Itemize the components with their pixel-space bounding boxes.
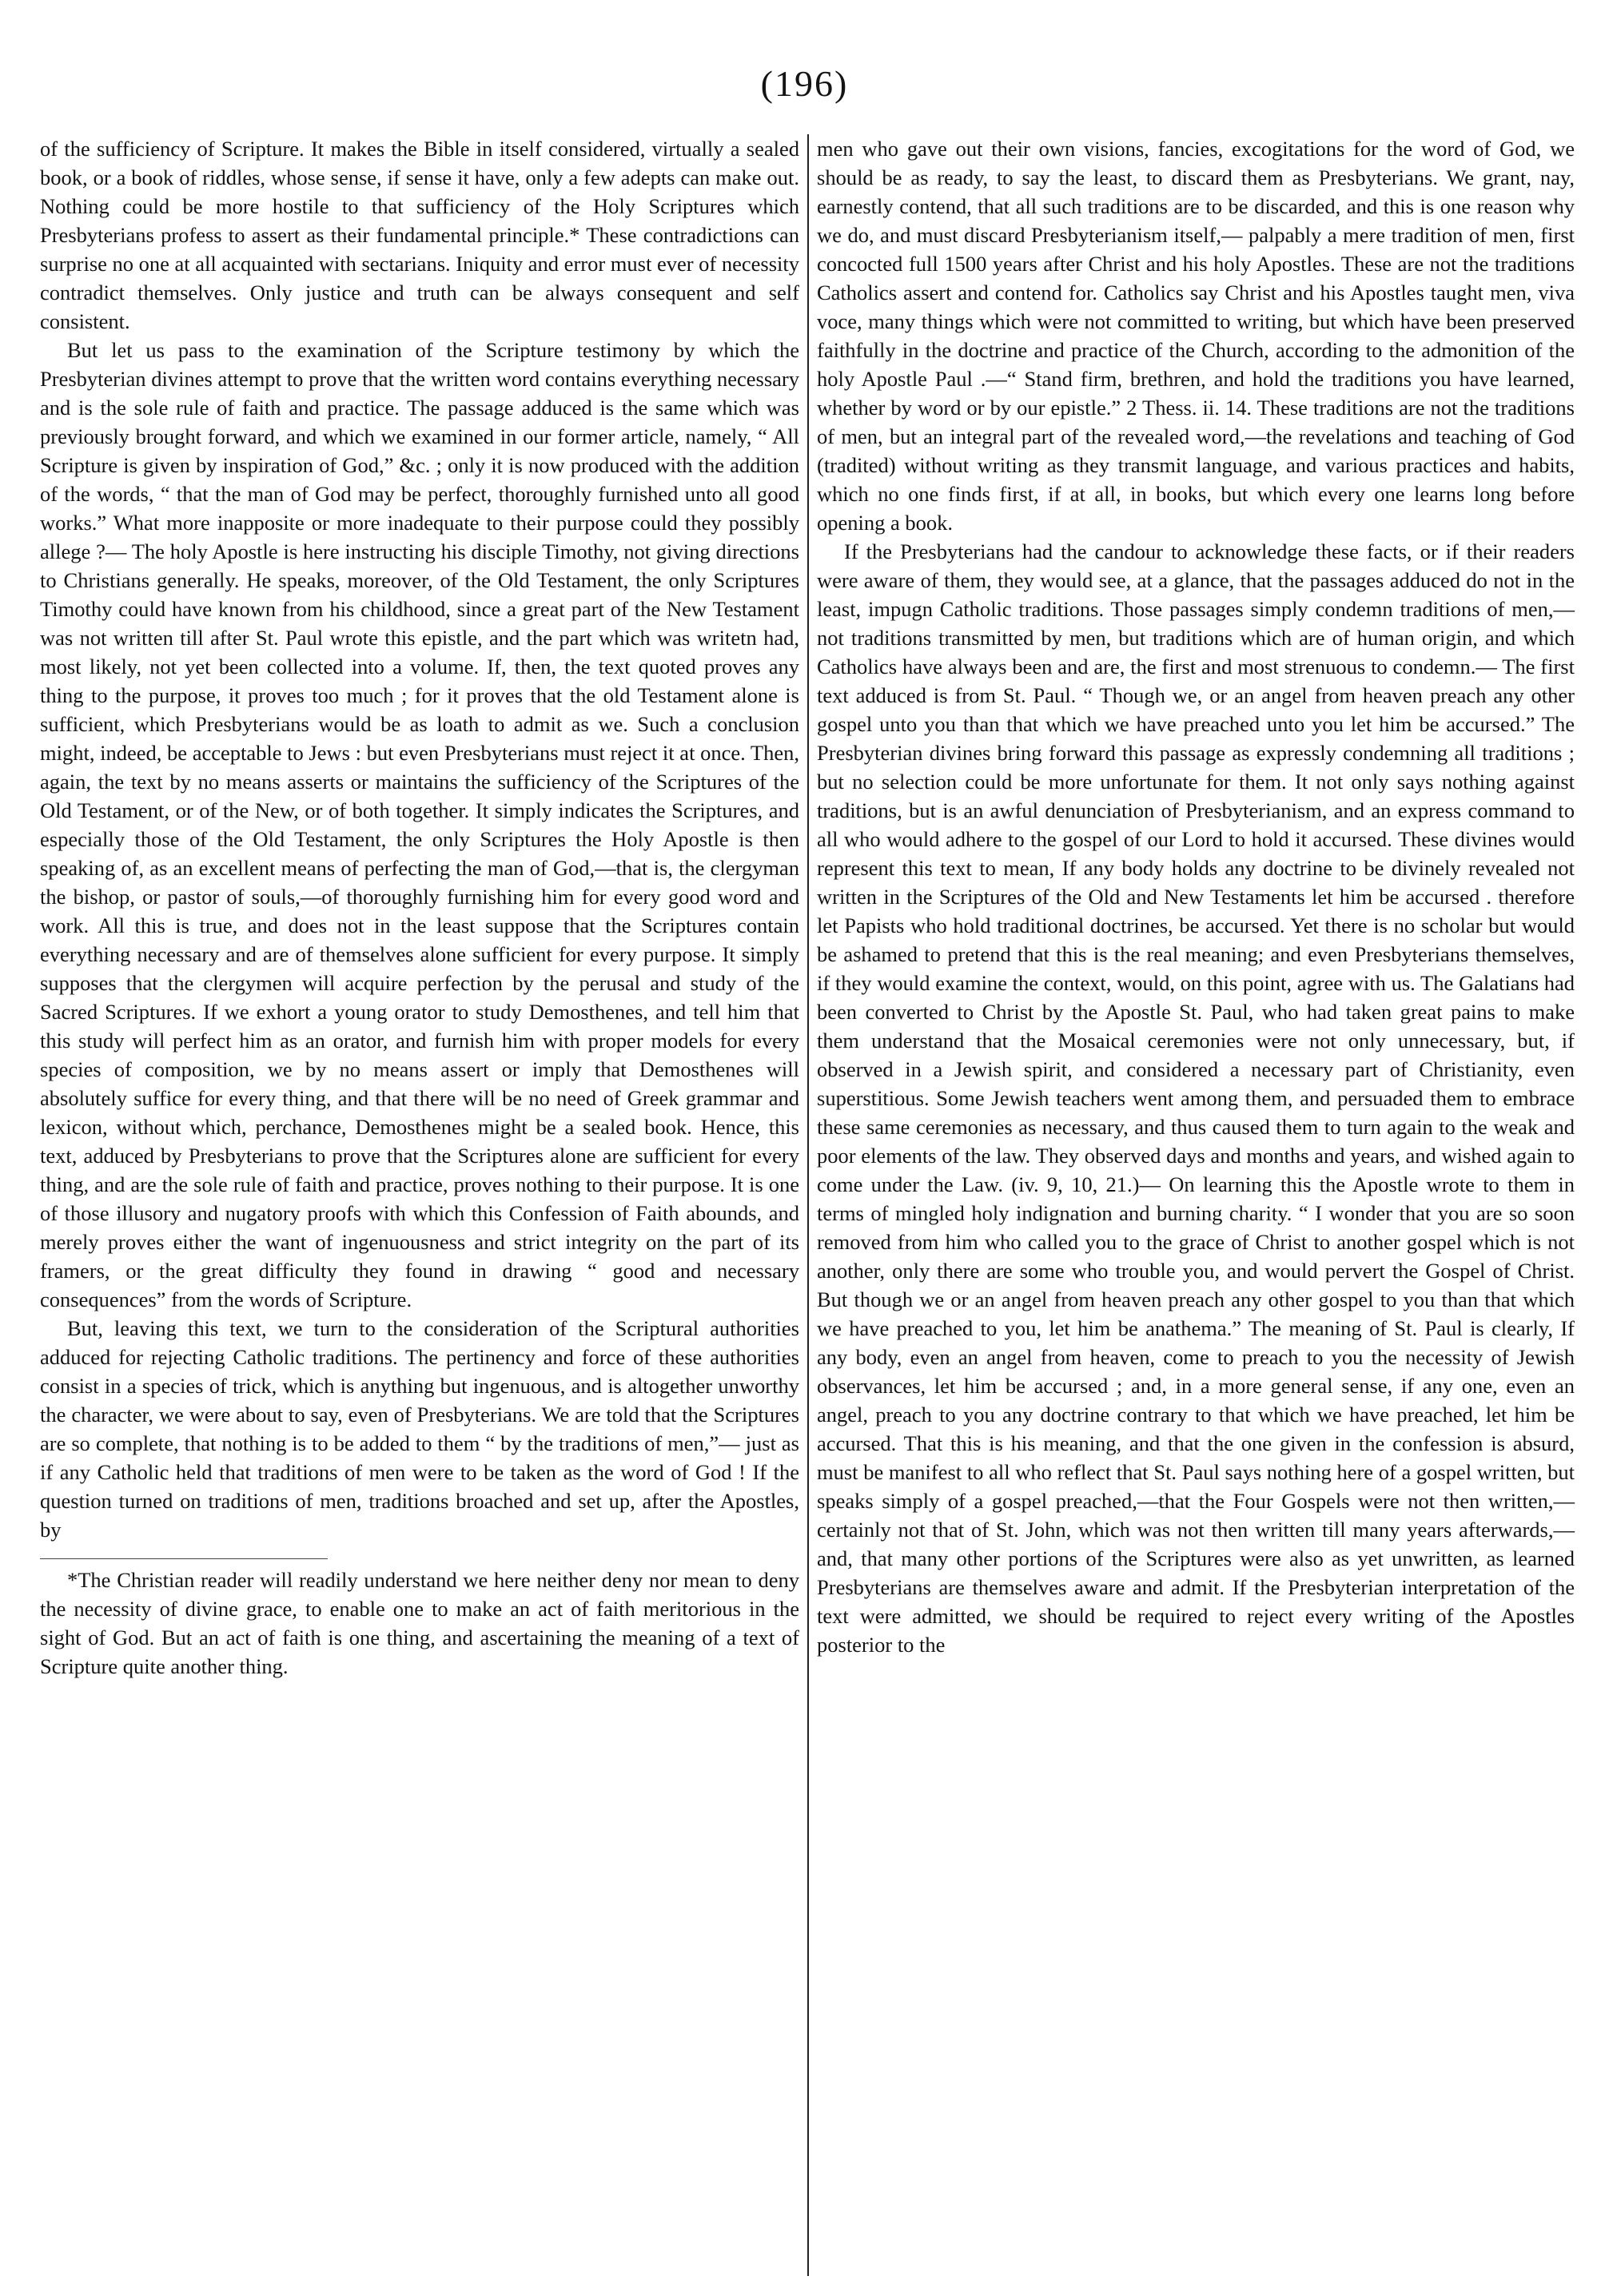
page-number: (196) [760, 63, 849, 104]
right-column [817, 134, 1575, 1659]
left-column [40, 134, 799, 1681]
left-paragraph-1: of the sufficiency of Scripture. It makes the Bible in itself considered, virtually a sealed book, or a book of riddles, whose sense, if sense it have, only a few adepts can make out. Nothing could be more hostile to that sufficiency of the Holy Scriptures which Presbyterians profess to assert as their fundamental principle.* These contradictions can surprise no one at all acquainted with sectarians. Iniquity and error must ever of necessity contradict themselves. Only justice and truth can be always consequent and self consistent. [40, 137, 800, 333]
right-paragraph-1: men who gave out their own visions, fancies, excogitations for the word of God, we should be as ready, to say the least, to discard them as Presbyterians. We grant, nay, earnestly contend, that all such traditions are to be discarded, and this is one reason why we do, and must discard Presbyterianism itself,— palpably a mere tradition of men, first concocted full 1500 years after Christ and his holy Apostles. These are not the traditions Catholics assert and contend for. Catholics say Christ and his Apostles taught men, viva voce, many things which were not committed to writing, but which have been preserved faithfully in the doctrine and practice of the Church, according to the admonition of the holy Apostle Paul .—“ Stand firm, brethren, and hold the traditions you have learned, whether by word or by our epistle.” 2 Thess. ii. 14. These traditions are not the traditions of men, but an integral part of the revealed word,—the revelations and teaching of God (tradited) without writing as they transmit language, and various practices and habits, which no one finds first, if at all, in books, but which every one learns long before opening a book. [817, 137, 1575, 535]
footnote: *The Christian reader will readily understand we here neither deny nor mean to deny the necessity of divine grace, to enable one to make an act of faith meritorious in the sight of God. But an act of faith is one thing, and ascertaining the meaning of a text of Scripture quite another thing. [40, 1568, 799, 1678]
right-paragraph-2: If the Presbyterians had the candour to acknowledge these facts, or if their readers were aware of them, they would see, at a glance, that the passages adduced do not in the least, impugn Catholic traditions. Those passages simply condemn traditions of men,—not traditions transmitted by men, but traditions which are of human origin, and which Catholics have always been and are, the first and most strenuous to condemn.— The first text adduced is from St. Paul. “ Though we, or an angel from heaven preach any other gospel unto you than that which we have preached unto you let him be accursed.” The Presbyterian divines bring forward this passage as expressly condemning all traditions ; but no selection could be more unfortunate for them. It not only says nothing against traditions, but is an awful denunciation of Presbyterianism, and an express command to all who would adhere to the gospel of our Lord to hold it accursed. These divines would represent this text to mean, If any body holds any doctrine to be divinely revealed not written in the Scriptures of the Old and New Testaments let him be accursed . therefore let Papists who hold traditional doctrines, be accursed. Yet there is no scholar but would be ashamed to pretend that this is the real meaning; and even Presbyterians themselves, if they would examine the context, would, on this point, agree with us. The Galatians had been converted to Christ by the Apostle St. Paul, who had taken great pains to make them understand that the Mosaical ceremonies were not only unnecessary, but, if observed in a Jewish spirit, and considered a necessary part of Christianity, even superstitious. Some Jewish teachers went among them, and persuaded them to embrace these same ceremonies as necessary, and thus caused them to turn again to the weak and poor elements of the law. They observed days and months and years, and wished again to come under the Law. (iv. 9, 10, 21.)— On learning this the Apostle wrote to them in terms of mingled holy indignation and burning charity. “ I wonder that you are so soon removed from him who called you to the grace of Christ to another gospel which is not another, only there are some who trouble you, and would pervert the Gospel of Christ. But though we or an angel from heaven preach any other gospel to you than that which we have preached to you, let him be anathema.” The meaning of St. Paul is clearly, If any body, even an angel from heaven, come to preach to you the necessity of Jewish observances, let him be accursed ; and, in a more general sense, if any one, even an angel, preach to you any doctrine contrary to that which we have preached, let him be accursed. That this is his meaning, and that the one given in the confession is absurd, must be manifest to all who reflect that St. Paul says nothing here of a gospel written, but speaks simply of a gospel preached,—that the Four Gospels were not then written,—certainly not that of St. John, which was not then written till many years afterwards,—and, that many other portions of the Scriptures were also as yet unwritten, as learned Presbyterians are themselves aware and admit. If the Presbyterian interpretation of the text were admitted, we should be required to reject every writing of the Apostles posterior to the [817, 539, 1575, 1657]
footnote-separator [40, 1558, 328, 1559]
left-paragraph-3: But, leaving this text, we turn to the consideration of the Scriptural authorities adduced for rejecting Catholic traditions. The pertinency and force of these authorities consist in a species of trick, which is anything but ingenuous, and is altogether unworthy the character, we were about to say, even of Presbyterians. We are told that the Scriptures are so complete, that nothing is to be added to them “ by the traditions of men,”— just as if any Catholic held that traditions of men were to be taken as the word of God ! If the question turned on traditions of men, traditions broached and set up, after the Apostles, by [40, 1316, 799, 1542]
left-paragraph-2: But let us pass to the examination of the Scripture testimony by which the Presbyterian divines attempt to prove that the written word contains everything necessary and is the sole rule of faith and practice. The passage adduced is the same which was previously brought forward, and which we examined in our former article, namely, “ All Scripture is given by inspiration of God,” &c. ; only it is now produced with the addition of the words, “ that the man of God may be perfect, thoroughly furnished unto all good works.” What more inapposite or more inadequate to their purpose could they possibly allege ?— The holy Apostle is here instructing his disciple Timothy, not giving directions to Christians generally. He speaks, moreover, of the Old Testament, the only Scriptures Timothy could have known from his childhood, since a great part of the New Testament was not written till after St. Paul wrote this epistle, and the part which was writetn had, most likely, not yet been collected into a volume. If, then, the text quoted proves any thing to the purpose, it proves too much ; for it proves that the old Testament alone is sufficient, which Presbyterians would be as loath to admit as we. Such a conclusion might, indeed, be acceptable to Jews : but even Presbyterians must reject it at once. Then, again, the text by no means asserts or maintains the sufficiency of the Scriptures of the Old Testament, or of the New, or of both together. It simply indicates the Scriptures, and especially those of the Old Testament, the only Scriptures the Holy Apostle is then speaking of, as an excellent means of perfecting the man of God,—that is, the clergyman the bishop, or pastor of souls,—of thoroughly furnishing him for every good word and work. All this is true, and does not in the least suppose that the Scriptures contain everything necessary and are of themselves alone sufficient for every purpose. It simply supposes that the clergymen will acquire perfection by the perusal and study of the Sacred Scriptures. If we exhort a young orator to study Demosthenes, and tell him that this study will perfect him as an orator, and furnish him with proper models for every species of composition, we by no means assert or imply that Demosthenes will absolutely suffice for every thing, and that there will be no need of Greek grammar and lexicon, without which, perchance, Demosthenes might be a sealed book. Hence, this text, adduced by Presbyterians to prove that the Scriptures alone are sufficient for every thing, and are the sole rule of faith and practice, proves nothing to their purpose. It is one of those illusory and nugatory proofs with which this Confession of Faith abounds, and merely proves either the want of ingenuousness and strict integrity on the part of its framers, or the great difficulty they found in drawing “ good and necessary consequences” from the words of Scripture. [40, 338, 799, 1311]
column-divider [807, 134, 809, 2276]
